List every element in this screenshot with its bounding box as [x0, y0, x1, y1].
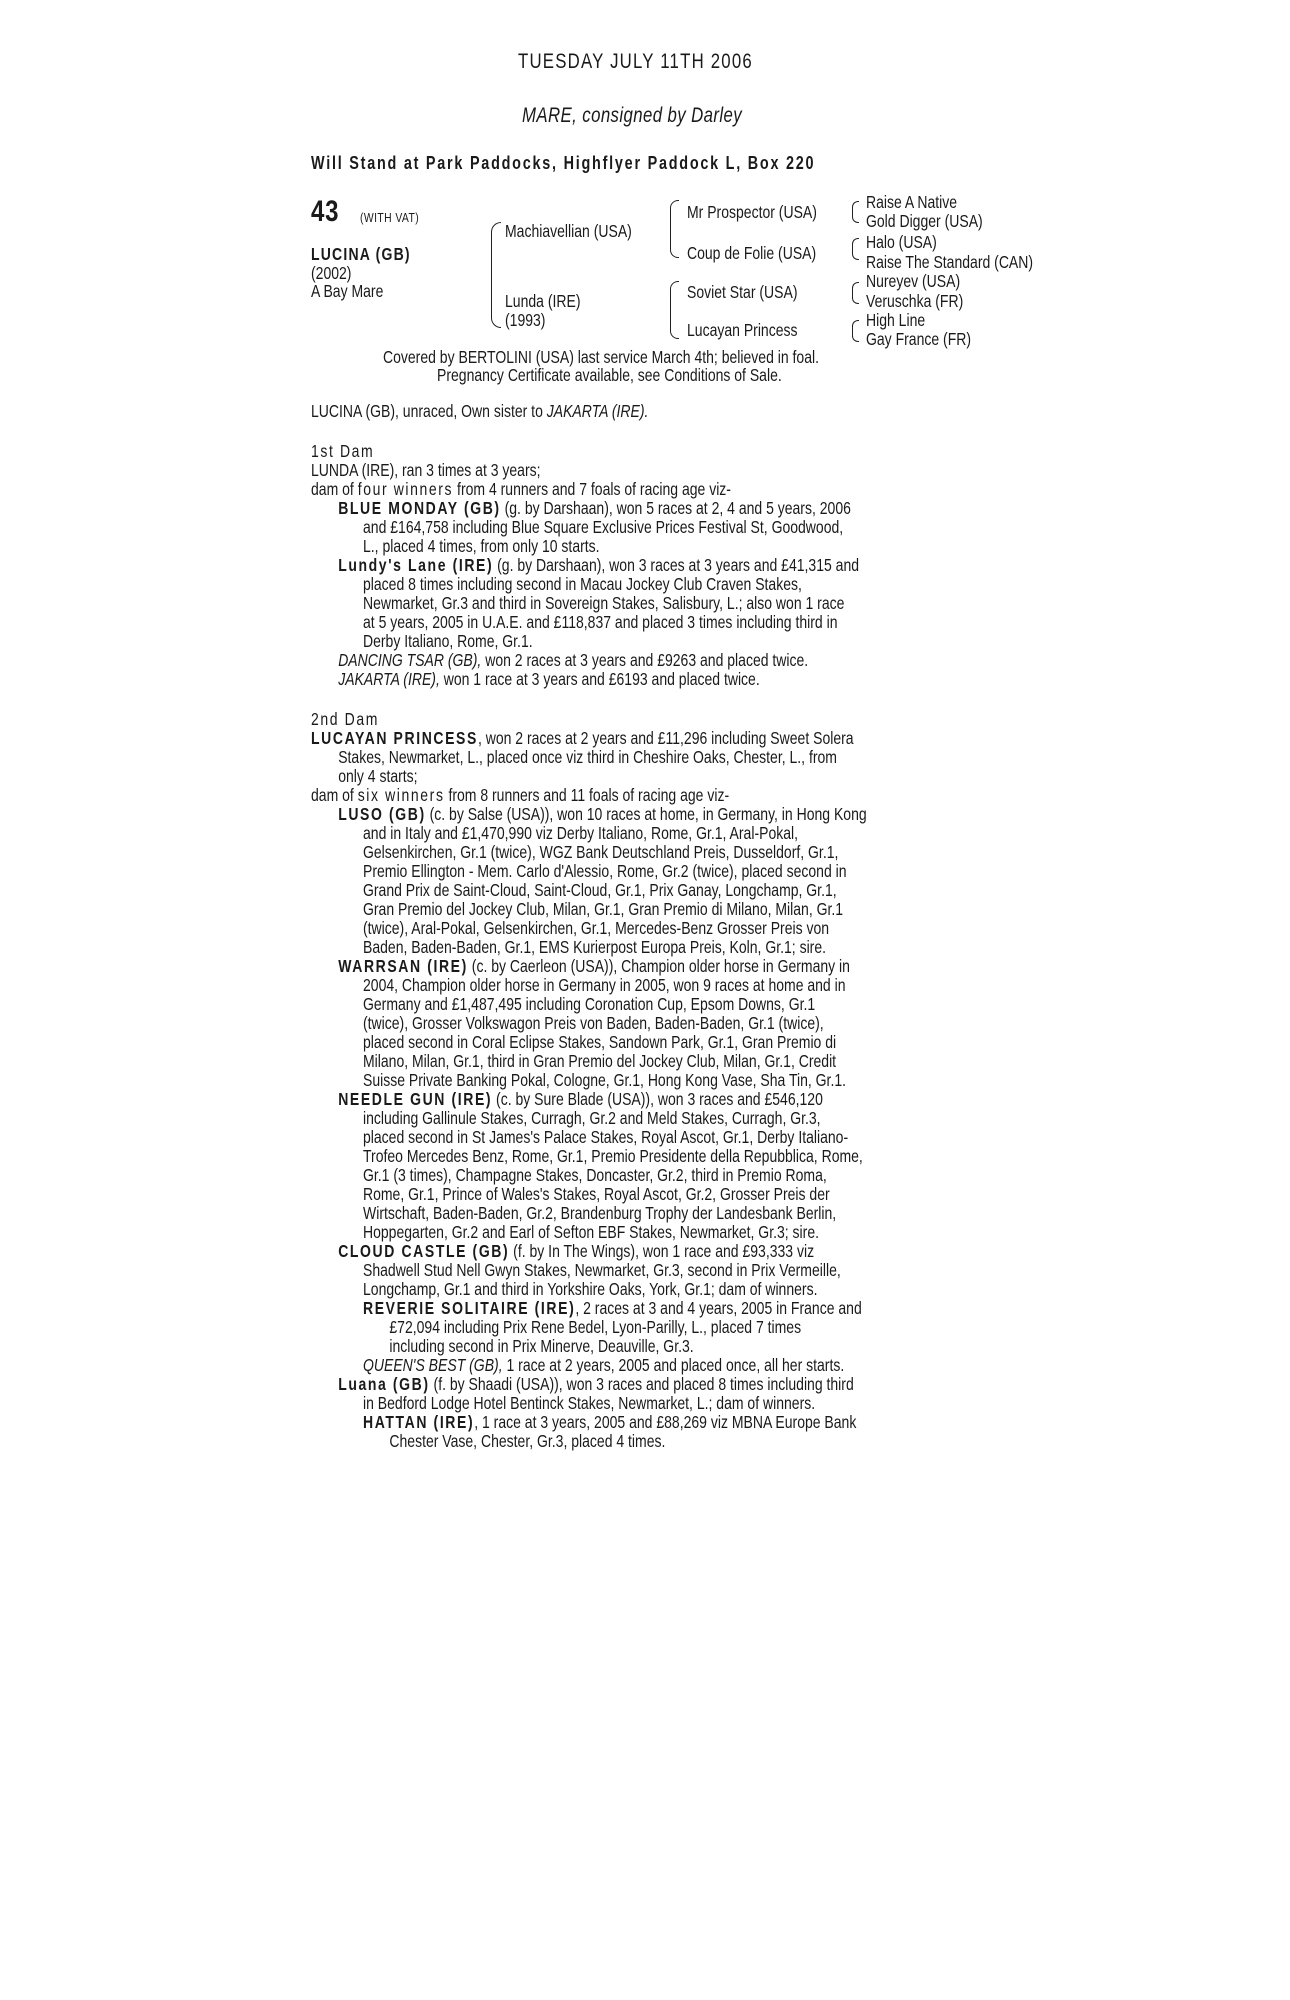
cover-note: Covered by BERTOLINI (USA) last service March 4th; believed in foal. [383, 347, 819, 367]
second-dam-text: only 4 starts; [338, 766, 418, 786]
progeny-luana: Luana (GB) (f. by Shaadi (USA)), won 3 races and placed 8 times including third [338, 1374, 854, 1394]
progeny-text: Suisse Private Banking Pokal, Cologne, Gr.1, Hong Kong Vase, Sha Tin, Gr.1. [363, 1070, 847, 1090]
second-dam-line: LUCAYAN PRINCESS, won 2 races at 2 years and £11,296 including Sweet Solera [311, 728, 854, 748]
pedigree-dam-dam: Lucayan Princess [687, 320, 798, 340]
progeny-text: Trofeo Mercedes Benz, Rome, Gr.1, Premio Presidente della Repubblica, Rome, [363, 1146, 863, 1166]
lot-year: (2002) [311, 263, 352, 283]
progeny-jakarta: JAKARTA (IRE), won 1 race at 3 years and £6193 and placed twice. [338, 669, 760, 689]
progeny-text: Gran Premio del Jockey Club, Milan, Gr.1, Gran Premio di Milano, Milan, Gr.1 [363, 899, 844, 919]
progeny-queens-best: QUEEN'S BEST (GB), 1 race at 2 years, 2005 and placed once, all her starts. [363, 1355, 845, 1375]
progeny-text: Grand Prix de Saint-Cloud, Saint-Cloud, Gr.1, Prix Ganay, Longchamp, Gr.1, [363, 880, 837, 900]
second-dam-winners: dam of six winners from 8 runners and 11 foals of racing age viz- [311, 785, 730, 805]
first-dam-heading: 1st Dam [311, 441, 375, 461]
pedigree-sire-dam: Coup de Folie (USA) [687, 243, 817, 263]
catalogue-body [311, 402, 1151, 1451]
pedigree-gen3-2: Gold Digger (USA) [866, 211, 983, 231]
pedigree-dam: Lunda (IRE) [505, 291, 581, 311]
progeny-lundys-lane: Lundy's Lane (IRE) (g. by Darshaan), won 3 races at 3 years and £41,315 and [338, 555, 860, 575]
pedigree-brace-2a [670, 200, 679, 258]
progeny-text: L., placed 4 times, from only 10 starts. [363, 536, 600, 556]
progeny-text: Derby Italiano, Rome, Gr.1. [363, 631, 533, 651]
progeny-text: placed second in St James's Palace Stakes, Royal Ascot, Gr.1, Derby Italiano- [363, 1127, 849, 1147]
pedigree-gen3-3: Halo (USA) [866, 232, 937, 252]
pedigree-gen3-4: Raise The Standard (CAN) [866, 252, 1034, 272]
progeny-text: Rome, Gr.1, Prince of Wales's Stakes, Royal Ascot, Gr.2, Grosser Preis der [363, 1184, 830, 1204]
pedigree-brace-2b [670, 281, 679, 339]
pedigree-brace-3c [852, 282, 859, 304]
progeny-text: Premio Ellington - Mem. Carlo d'Alessio, Rome, Gr.2 (twice), placed second in [363, 861, 847, 881]
progeny-text: Gr.1 (3 times), Champagne Stakes, Doncaster, Gr.2, third in Premio Roma, [363, 1165, 827, 1185]
pedigree-brace-1 [491, 222, 501, 328]
progeny-dancing-tsar: DANCING TSAR (GB), won 2 races at 3 years and £9263 and placed twice. [338, 650, 809, 670]
progeny-text: in Bedford Lodge Hotel Bentinck Stakes, Newmarket, L.; dam of winners. [363, 1393, 816, 1413]
progeny-hattan: HATTAN (IRE), 1 race at 3 years, 2005 and £88,269 viz MBNA Europe Bank [363, 1412, 857, 1432]
progeny-text: at 5 years, 2005 in U.A.E. and £118,837 and placed 3 times including third in [363, 612, 838, 632]
consignment-line: MARE, consigned by Darley [522, 104, 743, 127]
progeny-text: Gelsenkirchen, Gr.1 (twice), WGZ Bank Deutschland Preis, Dusseldorf, Gr.1, [363, 842, 839, 862]
pedigree-gen3-5: Nureyev (USA) [866, 271, 961, 291]
progeny-text: 2004, Champion older horse in Germany in 2005, won 9 races at home and in [363, 975, 846, 995]
progeny-text: Germany and £1,487,495 including Coronation Cup, Epsom Downs, Gr.1 [363, 994, 816, 1014]
lot-number: 43 [311, 195, 340, 228]
pedigree-gen3-1: Raise A Native [866, 192, 958, 212]
progeny-text: Milano, Milan, Gr.1, third in Gran Premio del Jockey Club, Milan, Gr.1, Credit [363, 1051, 837, 1071]
pedigree-dam-sire: Soviet Star (USA) [687, 282, 798, 302]
progeny-text: (twice), Aral-Pokal, Gelsenkirchen, Gr.1, Mercedes-Benz Grosser Preis von [363, 918, 830, 938]
pregnancy-note: Pregnancy Certificate available, see Conditions of Sale. [437, 365, 782, 385]
stand-location: Will Stand at Park Paddocks, Highflyer Paddock L, Box 220 [311, 153, 816, 173]
progeny-text: Wirtschaft, Baden-Baden, Gr.2, Brandenburg Trophy der Landesbank Berlin, [363, 1203, 837, 1223]
first-dam-winners: dam of four winners from 4 runners and 7 foals of racing age viz- [311, 479, 731, 499]
first-dam-line: LUNDA (IRE), ran 3 times at 3 years; [311, 460, 541, 480]
progeny-text: Hoppegarten, Gr.2 and Earl of Sefton EBF Stakes, Newmarket, Gr.3; sire. [363, 1222, 819, 1242]
second-dam-heading: 2nd Dam [311, 709, 380, 729]
progeny-text: £72,094 including Prix Rene Bedel, Lyon-Parilly, L., placed 7 times [389, 1317, 802, 1337]
progeny-text: and in Italy and £1,470,990 viz Derby Italiano, Rome, Gr.1, Aral-Pokal, [363, 823, 799, 843]
progeny-text: including second in Prix Minerve, Deauville, Gr.3. [389, 1336, 694, 1356]
progeny-text: placed second in Coral Eclipse Stakes, Sandown Park, Gr.1, Gran Premio di [363, 1032, 837, 1052]
progeny-text: and £164,758 including Blue Square Exclusive Prices Festival St, Goodwood, [363, 517, 844, 537]
progeny-text: Baden, Baden-Baden, Gr.1, EMS Kurierpost Europa Preis, Koln, Gr.1; sire. [363, 937, 827, 957]
pedigree-brace-3d [852, 320, 859, 342]
pedigree-brace-3b [852, 238, 859, 260]
pedigree-sire-sire: Mr Prospector (USA) [687, 202, 817, 222]
progeny-luso: LUSO (GB) (c. by Salse (USA)), won 10 races at home, in Germany, in Hong Kong [338, 804, 867, 824]
progeny-blue-monday: BLUE MONDAY (GB) (g. by Darshaan), won 5 races at 2, 4 and 5 years, 2006 [338, 498, 851, 518]
vat-note: (WITH VAT) [360, 210, 420, 225]
progeny-needle-gun: NEEDLE GUN (IRE) (c. by Sure Blade (USA)), won 3 races and £546,120 [338, 1089, 823, 1109]
pedigree-gen3-6: Veruschka (FR) [866, 291, 964, 311]
lot-description: A Bay Mare [311, 281, 384, 301]
pedigree-sire: Machiavellian (USA) [505, 221, 632, 241]
pedigree-brace-3a [852, 201, 859, 223]
progeny-text: Newmarket, Gr.3 and third in Sovereign Stakes, Salisbury, L.; also won 1 race [363, 593, 845, 613]
progeny-text: Shadwell Stud Nell Gwyn Stakes, Newmarket, Gr.3, second in Prix Vermeille, [363, 1260, 841, 1280]
sale-date: TUESDAY JULY 11TH 2006 [518, 50, 753, 73]
pedigree-gen3-8: Gay France (FR) [866, 329, 972, 349]
progeny-text: placed 8 times including second in Macau Jockey Club Craven Stakes, [363, 574, 802, 594]
pedigree-dam-year: (1993) [505, 310, 546, 330]
progeny-text: including Gallinule Stakes, Curragh, Gr.2 and Meld Stakes, Curragh, Gr.3, [363, 1108, 821, 1128]
progeny-warrsan: WARRSAN (IRE) (c. by Caerleon (USA)), Champion older horse in Germany in [338, 956, 850, 976]
pedigree-gen3-7: High Line [866, 310, 926, 330]
progeny-reverie-solitaire: REVERIE SOLITAIRE (IRE), 2 races at 3 and 4 years, 2005 in France and [363, 1298, 862, 1318]
second-dam-text: Stakes, Newmarket, L., placed once viz third in Cheshire Oaks, Chester, L., from [338, 747, 837, 767]
lot-name: LUCINA (GB) [311, 244, 411, 264]
progeny-text: (twice), Grosser Volkswagon Preis von Baden, Baden-Baden, Gr.1 (twice), [363, 1013, 824, 1033]
progeny-cloud-castle: CLOUD CASTLE (GB) (f. by In The Wings), won 1 race and £93,333 viz [338, 1241, 815, 1261]
progeny-text: Longchamp, Gr.1 and third in Yorkshire Oaks, York, Gr.1; dam of winners. [363, 1279, 818, 1299]
progeny-text: Chester Vase, Chester, Gr.3, placed 4 times. [389, 1431, 666, 1451]
intro-line: LUCINA (GB), unraced, Own sister to JAKARTA (IRE). [311, 401, 649, 421]
